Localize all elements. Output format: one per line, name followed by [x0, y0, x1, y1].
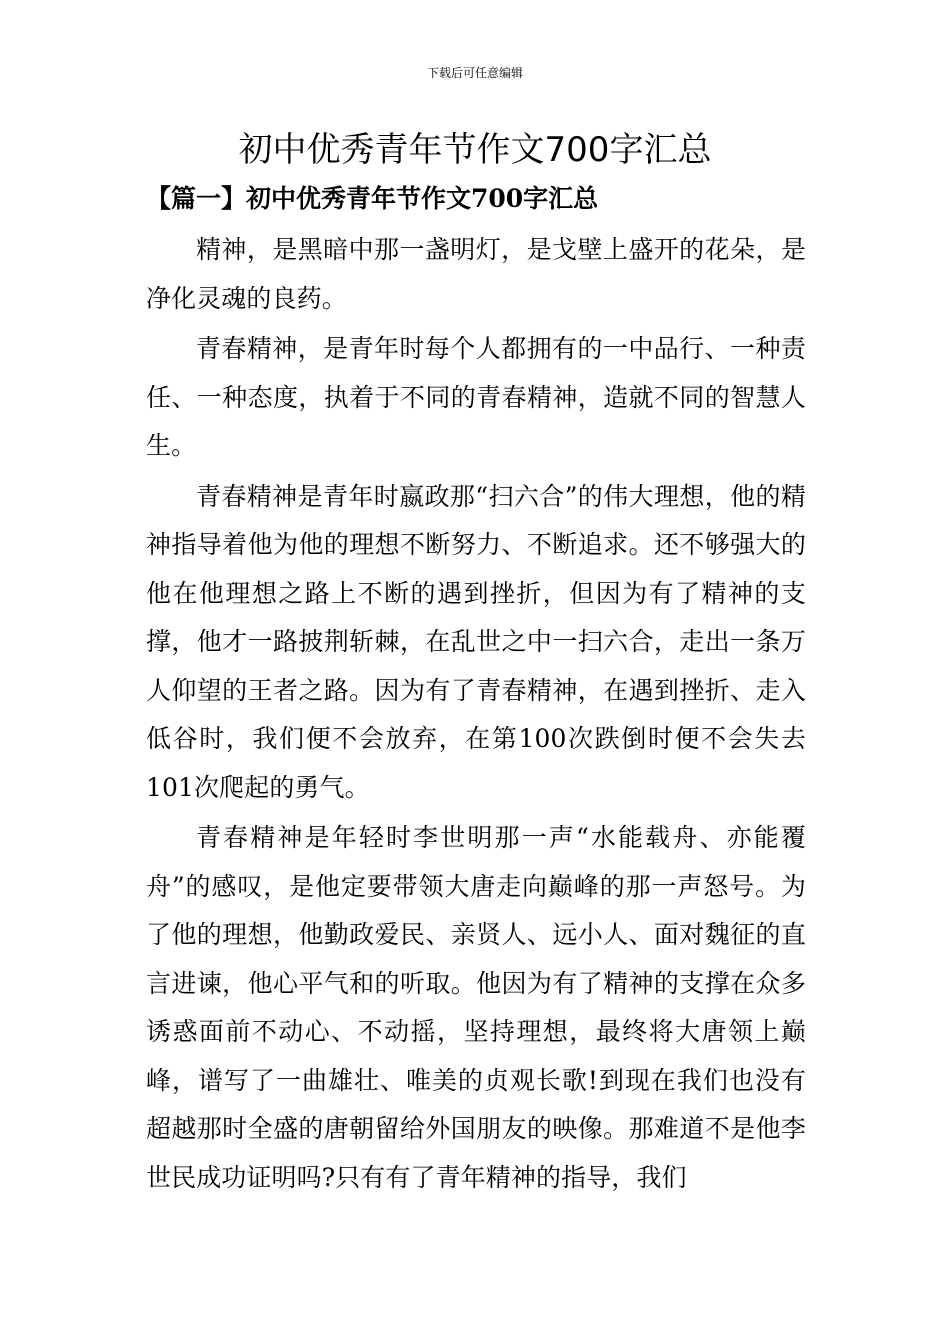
document-title: 初中优秀青年节作文700字汇总	[238, 130, 712, 170]
paragraph-3: 青春精神是青年时嬴政那“扫六合”的伟大理想，他的精神指导着他为他的理想不断努力、不断追求。还不够强大的他在他理想之路上不断的遇到挫折，但因为有了精神的支撑，他才一路披荆斩棘，在乱世之中一扫六合，走出一条万人仰望的王者之路。因为有了青春精神，在遇到挫折、走入低谷时，我们便不会放弃，在第100次跌倒时便不会失去101次爬起的勇气。	[146, 481, 806, 802]
document-body	[146, 226, 806, 1204]
section-heading: 【篇一】初中优秀青年节作文700字汇总	[146, 184, 599, 213]
paragraph-2: 青春精神，是青年时每个人都拥有的一中品行、一种责任、一种态度，执着于不同的青春精神，造就不同的智慧人生。	[146, 334, 806, 460]
paragraph-1: 精神，是黑暗中那一盏明灯，是戈壁上盛开的花朵，是净化灵魂的良药。	[146, 235, 806, 313]
paragraph-4: 青春精神是年轻时李世明那一声“水能载舟、亦能覆舟”的感叹，是他定要带领大唐走向巅峰的那一声怒号。为了他的理想，他勤政爱民、亲贤人、远小人、面对魏征的直言进谏，他心平气和的听取。他因为有了精神的支撑在众多诱惑面前不动心、不动摇，坚持理想，最终将大唐领上巅峰，谱写了一曲雄壮、唯美的贞观长歌!到现在我们也没有超越那时全盛的唐朝留给外国朋友的映像。那难道不是他李世民成功证明吗?只有有了青年精神的指导，我们	[146, 823, 806, 1192]
page-header-note: 下载后可任意编辑	[426, 66, 523, 80]
